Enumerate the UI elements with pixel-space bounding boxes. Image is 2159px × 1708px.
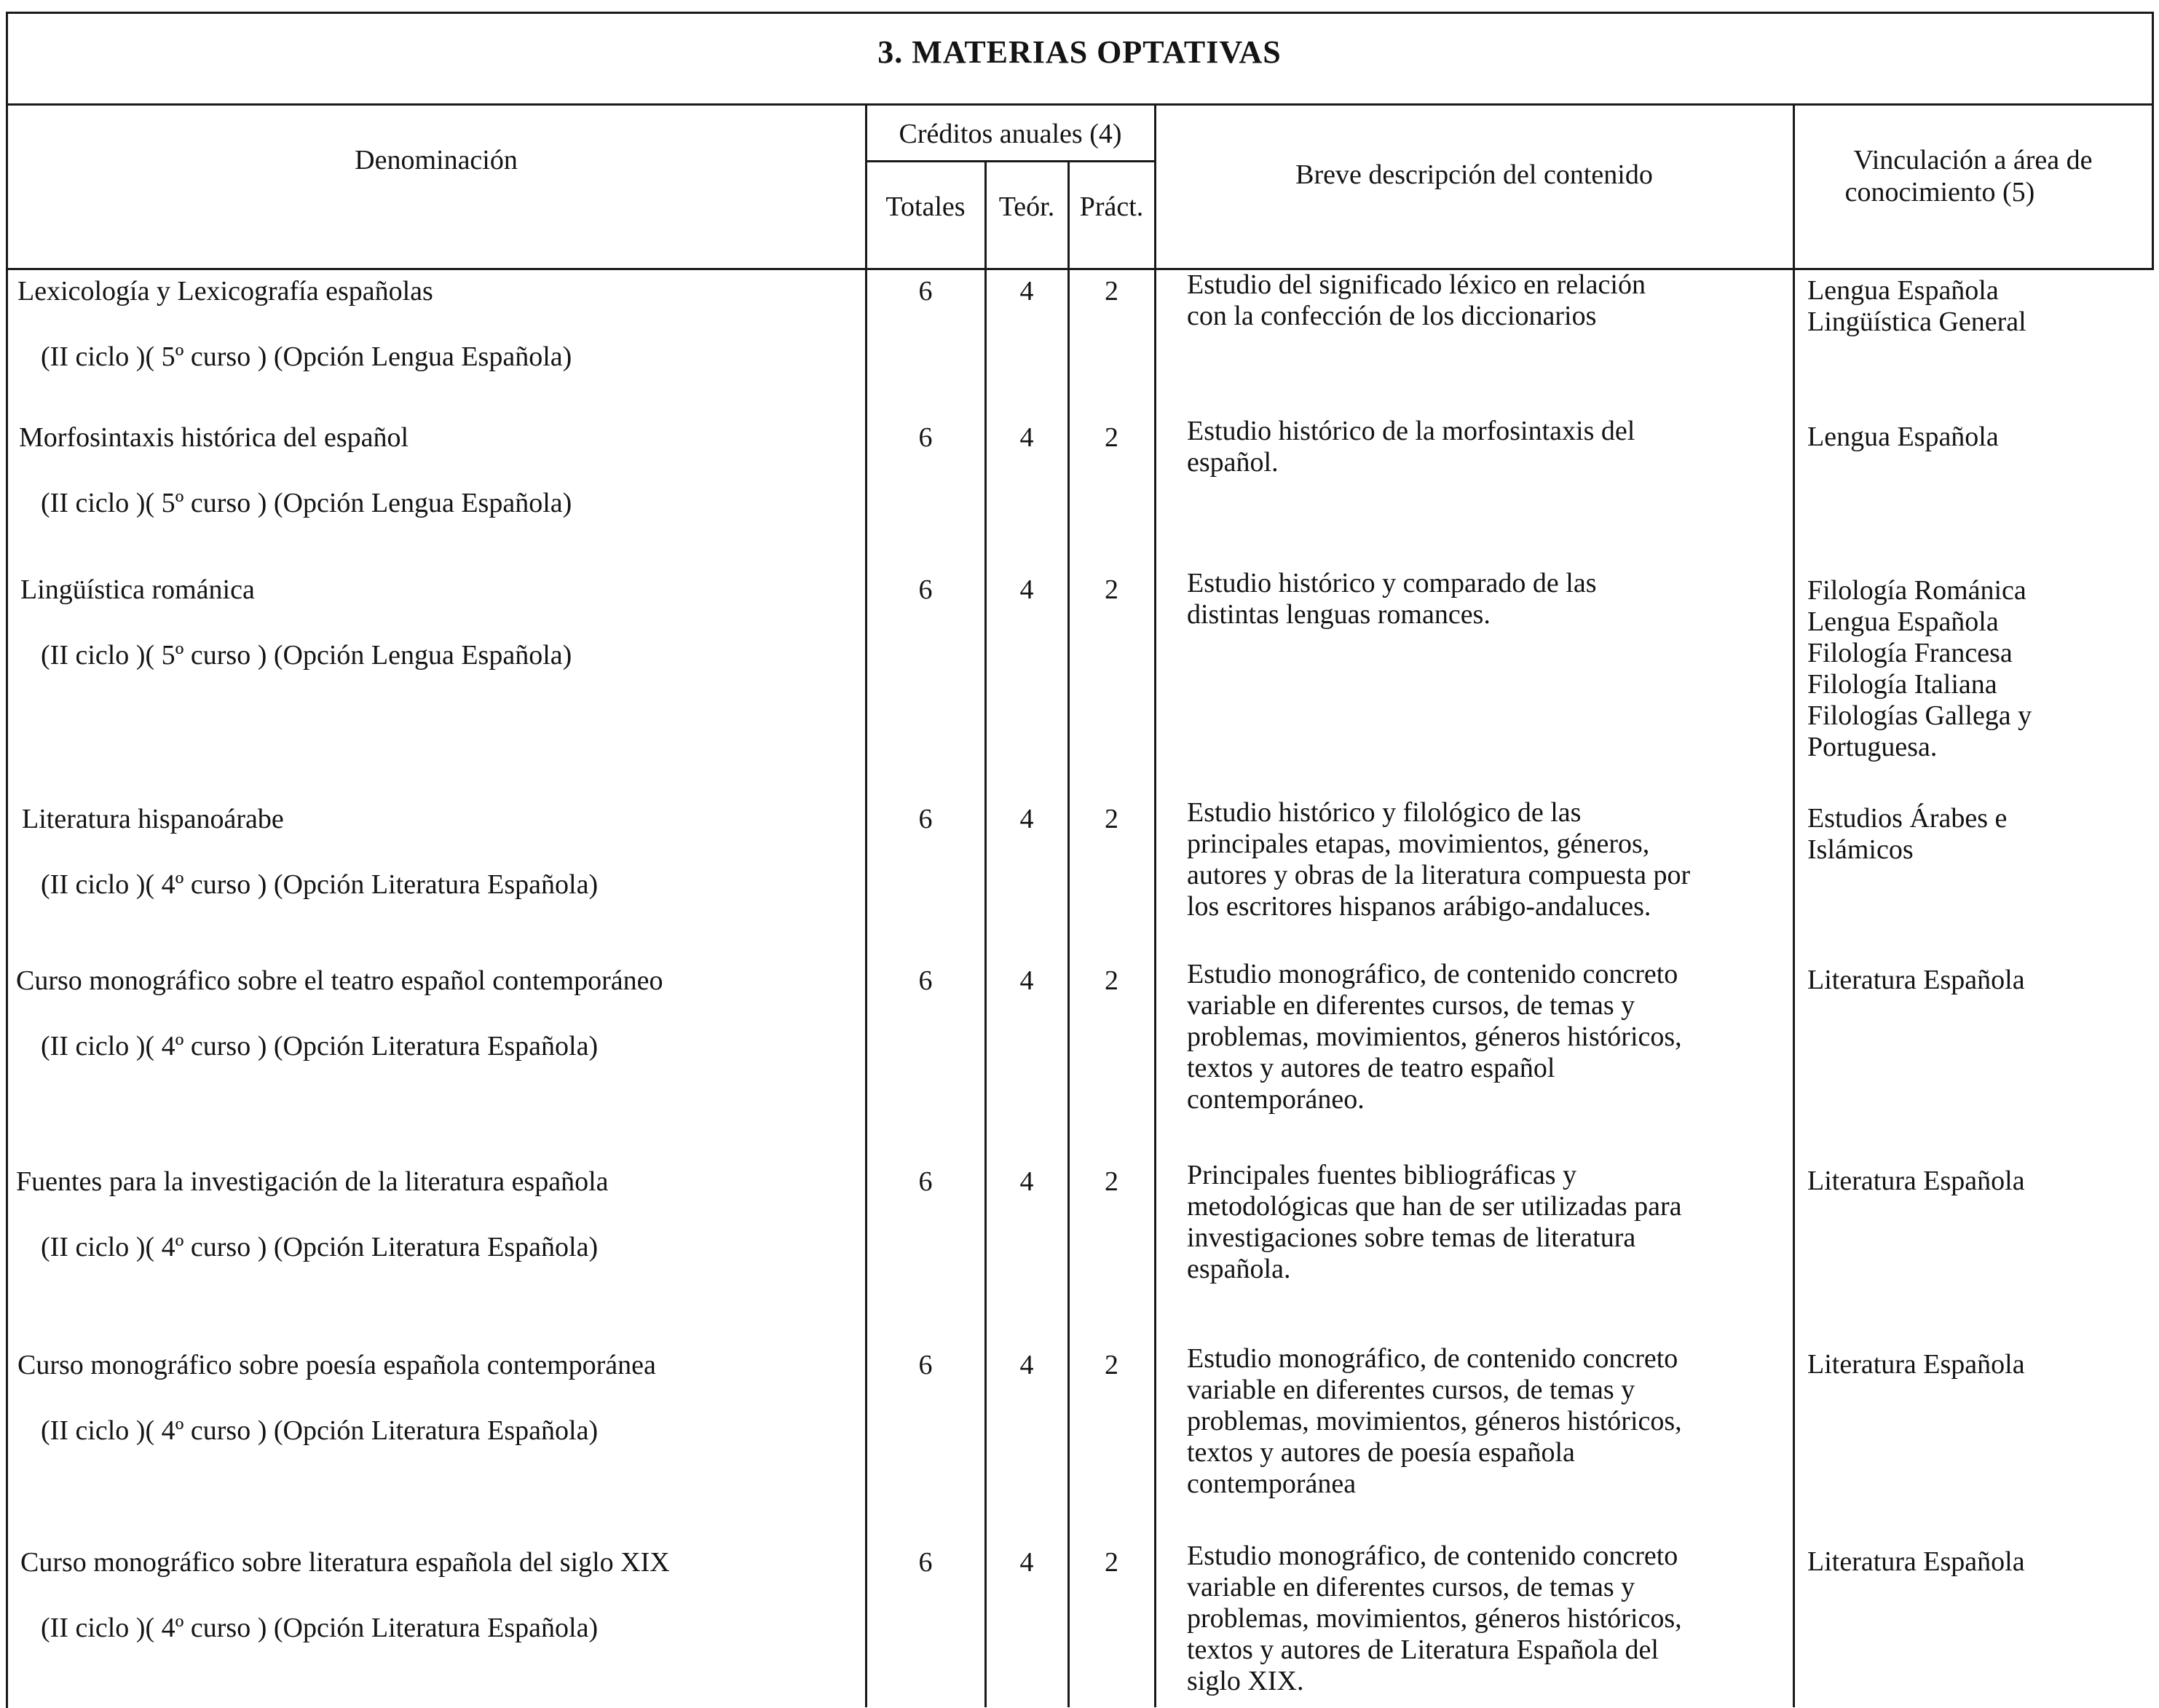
descripcion-line: distintas lenguas romances. bbox=[1187, 599, 1491, 630]
row-ciclo-opcion: (II ciclo )( 4º curso ) (Opción Literatura Española) bbox=[41, 1415, 599, 1446]
row-totales: 6 bbox=[918, 965, 933, 996]
row-teor: 4 bbox=[1019, 965, 1034, 996]
row-totales: 6 bbox=[918, 1547, 933, 1578]
descripcion-line: Estudio monográfico, de contenido concreto bbox=[1187, 1343, 1678, 1374]
descripcion-line: Principales fuentes bibliográficas y bbox=[1187, 1160, 1577, 1190]
descripcion-line: Estudio histórico y comparado de las bbox=[1187, 568, 1597, 598]
descripcion-line: textos y autores de poesía española bbox=[1187, 1437, 1575, 1468]
row-teor: 4 bbox=[1019, 1350, 1034, 1380]
row-descripcion bbox=[1187, 416, 1635, 478]
descripcion-line: Estudio histórico de la morfosintaxis del bbox=[1187, 416, 1635, 446]
area-line: Filología Francesa bbox=[1807, 638, 2013, 668]
area-line: Estudios Árabes e bbox=[1807, 803, 2008, 834]
row-vinculacion bbox=[1807, 965, 2025, 996]
area-line: Literatura Española bbox=[1807, 1349, 2025, 1380]
row-ciclo-opcion: (II ciclo )( 5º curso ) (Opción Lengua Española) bbox=[41, 640, 572, 671]
header-totales: Totales bbox=[885, 191, 966, 222]
descripcion-line: textos y autores de teatro español bbox=[1187, 1053, 1555, 1083]
descripcion-line: problemas, movimientos, géneros históricos, bbox=[1187, 1603, 1682, 1634]
row-totales: 6 bbox=[918, 1350, 933, 1380]
row-pract: 2 bbox=[1105, 965, 1118, 996]
header-creditos: Créditos anuales (4) bbox=[899, 119, 1122, 149]
row-pract: 2 bbox=[1105, 422, 1118, 453]
row-denominacion: Curso monográfico sobre poesía española contemporánea bbox=[17, 1350, 656, 1380]
row-teor: 4 bbox=[1019, 276, 1034, 307]
header-vinculacion-line2: conocimiento (5) bbox=[1844, 177, 2035, 207]
descripcion-line: textos y autores de Literatura Española del bbox=[1187, 1634, 1659, 1665]
row-teor: 4 bbox=[1019, 1166, 1034, 1197]
row-vinculacion bbox=[1807, 803, 2007, 866]
col-line-pract bbox=[1154, 103, 1156, 1707]
row-pract: 2 bbox=[1105, 276, 1118, 307]
document-title: 3. MATERIAS OPTATIVAS bbox=[877, 34, 1282, 70]
row-descripcion bbox=[1187, 1541, 1682, 1697]
row-teor: 4 bbox=[1019, 574, 1034, 605]
row-denominacion: Literatura hispanoárabe bbox=[22, 804, 284, 834]
descripcion-line: los escritores hispanos arábigo-andaluces. bbox=[1187, 891, 1651, 922]
table-top-border bbox=[6, 12, 2154, 14]
area-line: Filología Italiana bbox=[1807, 669, 1997, 700]
descripcion-line: variable en diferentes cursos, de temas y bbox=[1187, 1375, 1635, 1405]
descripcion-line: español. bbox=[1187, 447, 1279, 478]
row-denominacion: Morfosintaxis histórica del español bbox=[19, 422, 409, 453]
descripcion-line: problemas, movimientos, géneros históricos, bbox=[1187, 1021, 1682, 1052]
row-vinculacion bbox=[1807, 1546, 2025, 1578]
row-descripcion bbox=[1187, 959, 1682, 1115]
descripcion-line: variable en diferentes cursos, de temas y bbox=[1187, 990, 1635, 1021]
descripcion-line: autores y obras de la literatura compuesta por bbox=[1187, 860, 1691, 890]
area-line: Islámicos bbox=[1807, 834, 1914, 865]
row-vinculacion bbox=[1807, 1349, 2025, 1380]
row-descripcion bbox=[1187, 269, 1646, 332]
descripcion-line: Estudio monográfico, de contenido concreto bbox=[1187, 959, 1678, 989]
descripcion-line: variable en diferentes cursos, de temas y bbox=[1187, 1572, 1635, 1602]
row-ciclo-opcion: (II ciclo )( 5º curso ) (Opción Lengua Española) bbox=[41, 341, 572, 372]
area-line: Lingüística General bbox=[1807, 307, 2026, 337]
area-line: Lengua Española bbox=[1807, 606, 1999, 637]
header-teor: Teór. bbox=[998, 191, 1055, 222]
row-vinculacion bbox=[1807, 275, 2026, 338]
area-line: Filologías Gallega y bbox=[1807, 700, 2032, 731]
row-pract: 2 bbox=[1105, 804, 1118, 834]
row-ciclo-opcion: (II ciclo )( 4º curso ) (Opción Literatura Española) bbox=[41, 869, 599, 900]
descripcion-line: metodológicas que han de ser utilizadas para bbox=[1187, 1191, 1682, 1222]
row-descripcion bbox=[1187, 1343, 1682, 1500]
area-line: Literatura Española bbox=[1807, 1166, 2025, 1196]
descripcion-line: contemporáneo. bbox=[1187, 1084, 1365, 1115]
row-ciclo-opcion: (II ciclo )( 4º curso ) (Opción Literatura Española) bbox=[41, 1613, 599, 1643]
row-teor: 4 bbox=[1019, 1547, 1034, 1578]
row-pract: 2 bbox=[1105, 1350, 1118, 1380]
header-denominacion: Denominación bbox=[355, 145, 518, 175]
descripcion-line: Estudio monográfico, de contenido concreto bbox=[1187, 1541, 1678, 1571]
col-line-denominacion bbox=[865, 103, 867, 1707]
descripcion-line: siglo XIX. bbox=[1187, 1666, 1304, 1696]
row-denominacion: Curso monográfico sobre literatura española del siglo XIX bbox=[20, 1547, 670, 1578]
row-totales: 6 bbox=[918, 574, 933, 605]
header-pract: Práct. bbox=[1079, 191, 1144, 222]
descripcion-line: Estudio del significado léxico en relación bbox=[1187, 269, 1646, 300]
row-teor: 4 bbox=[1019, 804, 1034, 834]
row-vinculacion bbox=[1807, 575, 2032, 763]
area-line: Filología Románica bbox=[1807, 575, 2026, 606]
descripcion-line: investigaciones sobre temas de literatura bbox=[1187, 1222, 1636, 1253]
row-ciclo-opcion: (II ciclo )( 4º curso ) (Opción Literatura Española) bbox=[41, 1031, 599, 1061]
descripcion-line: problemas, movimientos, géneros históricos, bbox=[1187, 1406, 1682, 1436]
title-bottom-border bbox=[6, 103, 2154, 106]
header-descripcion: Breve descripción del contenido bbox=[1295, 159, 1653, 190]
descripcion-line: con la confección de los diccionarios bbox=[1187, 301, 1597, 331]
row-denominacion: Lexicología y Lexicografía españolas bbox=[17, 276, 433, 307]
row-vinculacion bbox=[1807, 422, 1999, 453]
row-descripcion bbox=[1187, 797, 1690, 922]
descripcion-line: principales etapas, movimientos, géneros, bbox=[1187, 829, 1650, 859]
row-pract: 2 bbox=[1105, 574, 1118, 605]
col-line-teor bbox=[1067, 160, 1070, 1707]
descripcion-line: Estudio histórico y filológico de las bbox=[1187, 797, 1582, 828]
area-line: Portuguesa. bbox=[1807, 732, 1938, 762]
area-line: Literatura Española bbox=[1807, 965, 2025, 995]
header-bottom-border bbox=[6, 268, 2154, 270]
area-line: Literatura Española bbox=[1807, 1546, 2025, 1577]
row-totales: 6 bbox=[918, 804, 933, 834]
row-pract: 2 bbox=[1105, 1166, 1118, 1197]
row-teor: 4 bbox=[1019, 422, 1034, 453]
row-descripcion bbox=[1187, 1160, 1682, 1285]
row-denominacion: Curso monográfico sobre el teatro español contemporáneo bbox=[16, 965, 663, 996]
descripcion-line: española. bbox=[1187, 1254, 1291, 1284]
row-pract: 2 bbox=[1105, 1547, 1118, 1578]
header-vinculacion-line1: Vinculación a área de bbox=[1853, 145, 2093, 175]
creditos-subheader-border bbox=[865, 160, 1156, 162]
area-line: Lengua Española bbox=[1807, 422, 1999, 452]
descripcion-line: contemporánea bbox=[1187, 1468, 1357, 1499]
row-ciclo-opcion: (II ciclo )( 5º curso ) (Opción Lengua Española) bbox=[41, 488, 572, 518]
row-denominacion: Fuentes para la investigación de la literatura española bbox=[16, 1166, 609, 1197]
row-totales: 6 bbox=[918, 1166, 933, 1197]
left-border bbox=[6, 12, 8, 1708]
row-ciclo-opcion: (II ciclo )( 4º curso ) (Opción Literatura Española) bbox=[41, 1232, 599, 1262]
row-vinculacion bbox=[1807, 1166, 2025, 1197]
row-denominacion: Lingüística románica bbox=[20, 574, 255, 605]
area-line: Lengua Española bbox=[1807, 275, 1999, 306]
row-totales: 6 bbox=[918, 422, 933, 453]
col-line-descripcion bbox=[1793, 103, 1795, 1707]
row-totales: 6 bbox=[918, 276, 933, 307]
col-line-totales bbox=[984, 160, 987, 1707]
row-descripcion bbox=[1187, 568, 1597, 630]
